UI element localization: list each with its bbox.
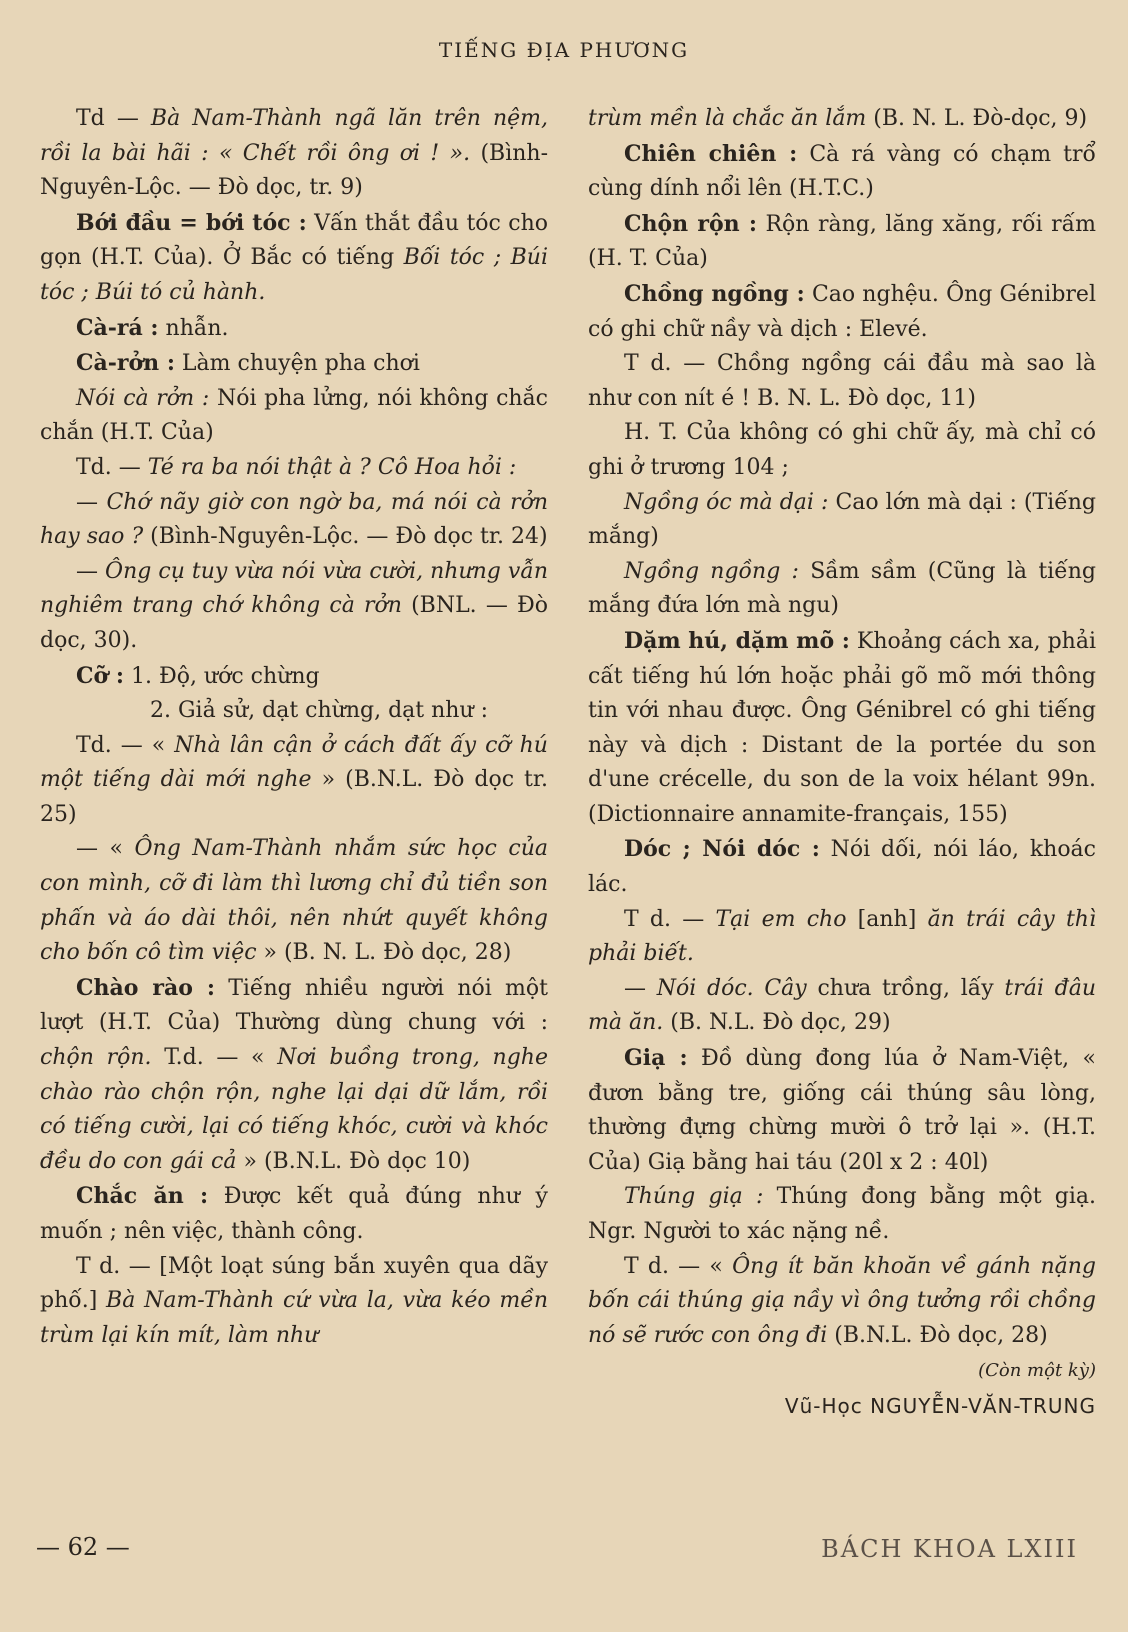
right-paragraph: Giạ : Đồ dùng đong lúa ở Nam-Việt, « đươn bằng tre, giống cái thúng sâu lòng, thường đựng chừng mười ô trở lại ». (H.T. Của) Giạ bằng hai táu (20l x 2 : 40l) xyxy=(588,1045,1097,1175)
right-paragraph: Chồng ngồng : Cao nghệu. Ông Génibrel có ghi chữ nầy và dịch : Elevé. xyxy=(588,280,1096,342)
right-paragraph: T d. — « Ông ít băn khoăn về gánh nặng bốn cái thúng giạ nầy vì ông tưởng rồi chồng nó sẽ rước con ông đi (B.N.L. Đò dọc, 28) xyxy=(588,1253,1097,1348)
right-paragraph: Vũ-Học NGUYỄN-VĂN-TRUNG xyxy=(784,1393,1096,1418)
right-paragraph: Dóc ; Nói dóc : Nói dối, nói láo, khoác lác. xyxy=(588,836,1096,898)
right-paragraph: H. T. Của không có ghi chữ ấy, mà chỉ có ghi ở trương 104 ; xyxy=(588,420,1096,480)
running-header: TIẾNG ĐỊA PHƯƠNG xyxy=(438,38,690,62)
right-paragraph: (Còn một kỳ) xyxy=(978,1360,1096,1382)
left-paragraph: Chào rào : Tiếng nhiều người nói một lượt (H.T. Của) Thường dùng chung với : chộn rộn. T.d. — « Nơi buồng trong, nghe chào rào chộn rộn, nghe lại dại dữ lắm, rồi có tiếng cười, lại có tiếng khóc, cười và khóc đều do con gái cả » (B.N.L. Đò dọc 10) xyxy=(40,974,548,1174)
left-paragraph: Nói cà rởn : Nói pha lửng, nói không chắc chắn (H.T. Của) xyxy=(40,385,548,446)
right-paragraph: — Nói dóc. Cây chưa trồng, lấy trái đâu mà ăn. (B. N.L. Đò dọc, 29) xyxy=(588,975,1097,1036)
left-paragraph: Cà-rởn : Làm chuyện pha chơi xyxy=(76,350,420,377)
right-paragraph: Dặm hú, dặm mõ : Khoảng cách xa, phải cất tiếng hú lớn hoặc phải gõ mõ mới thông tin với nhau được. Ông Génibrel có ghi tiếng này và dịch : Distant de la portée du son d'une crécelle, du son de la voix hélant 99n. (Dictionnaire annamite-français, 155) xyxy=(588,627,1096,827)
left-paragraph: T d. — [Một loạt súng bắn xuyên qua dãy phố.] Bà Nam-Thành cứ vừa la, vừa kéo mền trùm lại kín mít, làm như xyxy=(40,1253,548,1348)
left-paragraph: Td — Bà Nam-Thành ngã lăn trên nệm, rồi la bài hãi : « Chết rồi ông ơi ! ». (Bình-Nguyên-Lộc. — Đò dọc, tr. 9) xyxy=(40,106,548,201)
left-paragraph: — Chớ nãy giờ con ngờ ba, má nói cà rởn hay sao ? (Bình-Nguyên-Lộc. — Đò dọc tr. 24) xyxy=(40,489,549,550)
right-paragraph: T d. — Tại em cho [anh] ăn trái cây thì phải biết. xyxy=(588,906,1097,967)
right-paragraph: Chiên chiên : Cà rá vàng có chạm trổ cùng dính nổi lên (H.T.C.) xyxy=(588,140,1096,202)
left-paragraph: — « Ông Nam-Thành nhắm sức học của con mình, cỡ đi làm thì lương chỉ đủ tiền son phấn và áo dài thôi, nên nhứt quyết không cho bốn cô tìm việc » (B. N. L. Đò dọc, 28) xyxy=(40,836,548,966)
left-paragraph: Cà-rá : nhẫn. xyxy=(76,314,229,341)
right-column xyxy=(588,102,1096,1424)
right-paragraph: Ngồng ngồng : Sầm sầm (Cũng là tiếng mắng đứa lớn mà ngu) xyxy=(588,558,1096,619)
right-paragraph: trùm mền là chắc ăn lắm (B. N. L. Đò-dọc, 9) xyxy=(588,106,1088,131)
left-paragraph: Td. — « Nhà lân cận ở cách đất ấy cỡ hú một tiếng dài mới nghe » (B.N.L. Đò dọc tr. 25) xyxy=(40,732,548,827)
left-paragraph: Chắc ăn : Được kết quả đúng như ý muốn ; nên việc, thành công. xyxy=(40,1183,548,1244)
left-paragraph: 2. Giả sử, dạt chừng, dạt như : xyxy=(150,698,489,724)
right-paragraph: Chộn rộn : Rộn ràng, lăng xăng, rối rấm (H. T. Của) xyxy=(588,210,1096,272)
left-paragraph: Bới đầu = bới tóc : Vấn thắt đầu tóc cho gọn (H.T. Của). Ở Bắc có tiếng Bối tóc ; Búi tóc ; Búi tó củ hành. xyxy=(40,209,548,305)
right-paragraph: Thúng giạ : Thúng đong bằng một giạ. Ngr. Người to xác nặng nề. xyxy=(588,1184,1096,1244)
right-paragraph: Ngồng óc mà dại : Cao lớn mà dại : (Tiếng mắng) xyxy=(588,489,1096,550)
left-paragraph: Td. — Té ra ba nói thật à ? Cô Hoa hỏi : xyxy=(76,454,517,480)
left-column xyxy=(40,102,548,1353)
left-paragraph: Cỡ : 1. Độ, ước chừng xyxy=(76,662,320,689)
right-paragraph: T d. — Chồng ngồng cái đầu mà sao là như con nít é ! B. N. L. Đò dọc, 11) xyxy=(588,351,1096,411)
left-paragraph: — Ông cụ tuy vừa nói vừa cười, nhưng vẫn nghiêm trang chớ không cà rởn (BNL. — Đò dọc, 30). xyxy=(40,558,548,653)
magazine-footer: BÁCH KHOA LXIII xyxy=(821,1535,1078,1563)
page-number: — 62 — xyxy=(36,1533,130,1561)
